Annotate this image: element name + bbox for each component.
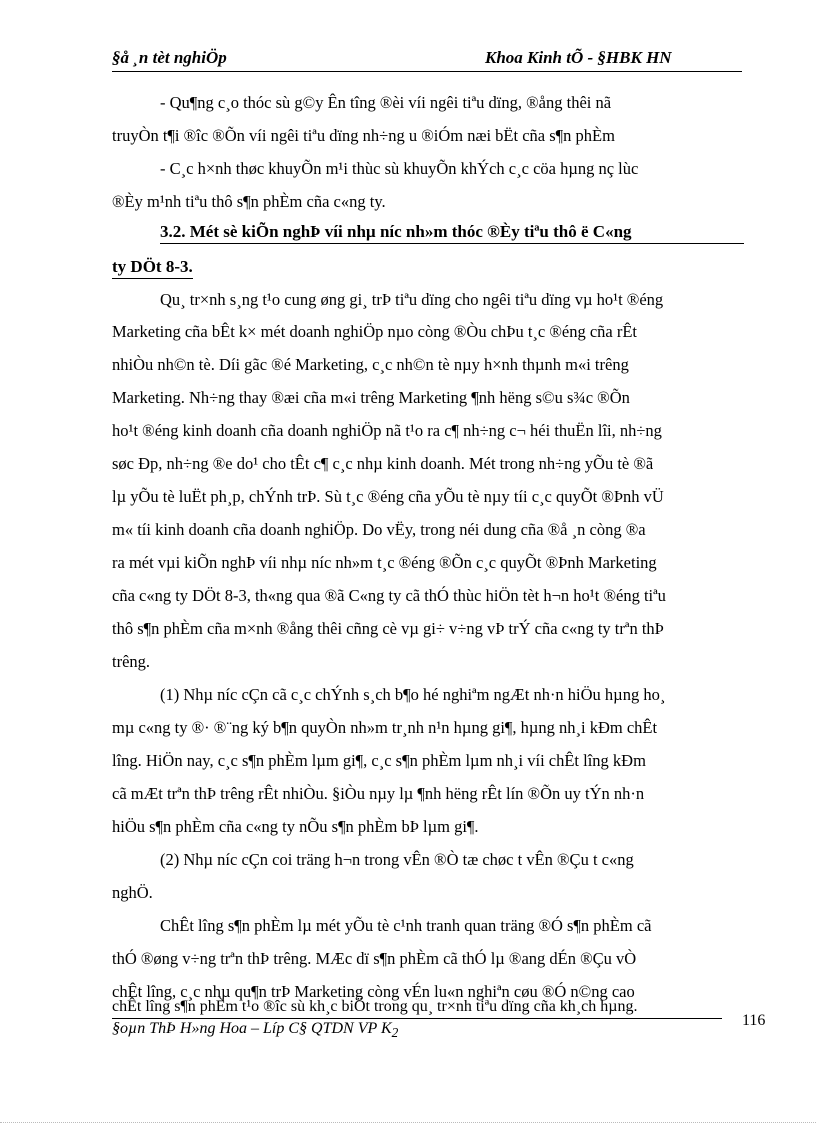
text-line: m« tíi kinh doanh cña doanh nghiÖp. Do vËy, trong néi dung cña ®å ¸n còng ®a [112,520,646,539]
header-left-title: §å ¸n tèt nghiÖp [112,48,227,67]
text-line: mµ c«ng ty ®· ®¨ng ký b¶n quyÒn nh»m tr¸nh n¹n hµng gi¶, hµng nh¸i kÐm chÊt [112,718,658,737]
text-line: ®Èy m¹nh tiªu thô s¶n phÈm cña c«ng ty. [112,192,386,211]
text-line: ra mét vµi kiÕn nghÞ víi nhµ níc nh»m t¸c ®éng ®Õn c¸c quyÕt ®Þnh Marketing [112,553,657,572]
text-line: chÊt lîng, c¸c nhµ qu¶n trÞ Marketing còng vÉn lu«n nghiªn cøu ®Ó n©ng cao [112,982,635,1001]
text-line: nhiÒu nh©n tè. Díi gãc ®é Marketing, c¸c nh©n tè nµy h×nh thµnh m«i trêng [112,355,629,374]
text-line: - Qu¶ng c¸o thóc sù g©y Ên tîng ®èi víi ngêi tiªu dïng, ®ång thêi nã [160,93,612,112]
text-line: (1) Nhµ níc cÇn cã c¸c chÝnh s¸ch b¶o hé nghiªm ngÆt nh·n hiÖu hµng ho¸ [160,685,666,704]
text-line: lîng. HiÖn nay, c¸c s¶n phÈm lµm gi¶, c¸c s¶n phÈm lµm nh¸i víi chÊt lîng kÐm [112,751,646,770]
section-heading-line1: 3.2. Mét sè kiÕn nghÞ víi nhµ níc nh»m thóc ®Èy tiªu thô ë C«ng [160,222,744,244]
text-line: (2) Nhµ níc cÇn coi träng h¬n trong vÊn ®Ò tæ chøc t vÊn ®Çu t c«ng [160,850,634,869]
text-line: cã mÆt trªn thÞ trêng rÊt nhiÒu. §iÒu nµy lµ ¶nh hëng rÊt lín ®Õn uy tÝn nh·n [112,784,645,803]
text-line: Marketing. Nh÷ng thay ®æi cña m«i trêng Marketing ¶nh hëng s©u s¾c ®Õn [112,388,630,407]
text-line: thô s¶n phÈm cña m×nh ®ång thêi cñng cè vµ gi÷ v÷ng vÞ trÝ cña c«ng ty trªn thÞ [112,619,664,638]
footer-author [112,1020,398,1041]
footer-divider [112,1018,722,1019]
footer-author-subscript: 2 [391,1025,399,1041]
text-line: ho¹t ®éng kinh doanh cña doanh nghiÖp nã t¹o ra c¶ nh÷ng c¬ héi thuËn lîi, nh÷ng [112,421,662,440]
header-divider [112,71,742,72]
text-line: Qu¸ tr×nh s¸ng t¹o cung øng gi¸ trÞ tiªu dïng cho ngêi tiªu dïng vµ ho¹t ®éng [160,290,664,309]
text-line: Marketing cña bÊt k× mét doanh nghiÖp nµo còng ®Òu chÞu t¸c ®éng cña rÊt [112,322,638,341]
text-line: lµ yÕu tè luËt ph¸p, chÝnh trÞ. Sù t¸c ®éng cña yÕu tè nµy tíi c¸c quyÕt ®Þnh vÜ [112,487,664,506]
text-line: thÓ ®øng v÷ng trªn thÞ trêng. MÆc dï s¶n phÈm cã thÓ lµ ®ang dÉn ®Çu vÒ [112,949,637,968]
header-right-title: Khoa Kinh tÕ - §HBK HN [485,48,672,67]
text-line: - C¸c h×nh thøc khuyÕn m¹i thùc sù khuyÕn khÝch c¸c cöa hµng nç lùc [160,159,639,178]
text-line: nghÖ. [112,883,153,902]
text-line: hiÖu s¶n phÈm cña c«ng ty nÕu s¶n phÈm bÞ lµm gi¶. [112,817,479,836]
text-line: trêng. [112,652,151,671]
page-number: 116 [742,1012,766,1029]
section-heading-line2: ty DÖt 8-3. [112,257,193,279]
text-line: ChÊt lîng s¶n phÈm lµ mét yÕu tè c¹nh tranh quan träng ®Ó s¶n phÈm cã [160,916,652,935]
text-line: chÊt lîng s¶n phÈm t¹o ®îc sù kh¸c biÖt trong qu¸ tr×nh tiªu dïng cña kh¸ch hµng. [112,998,638,1015]
text-line: søc Ðp, nh÷ng ®e do¹ cho tÊt c¶ c¸c nhµ kinh doanh. Mét trong nh÷ng yÕu tè ®ã [112,454,654,473]
text-line: cña c«ng ty DÖt 8-3, th«ng qua ®ã C«ng ty cã thÓ thùc hiÖn tèt h¬n ho¹t ®éng tiªu [112,586,666,605]
footer-author-text: §oµn ThÞ H»ng Hoa – Líp C§ QTDN VP K [112,1020,392,1037]
text-line: truyÒn t¶i ®îc ®Õn víi ngêi tiªu dïng nh÷ng u ®iÓm næi bËt cña s¶n phÈm [112,126,615,145]
